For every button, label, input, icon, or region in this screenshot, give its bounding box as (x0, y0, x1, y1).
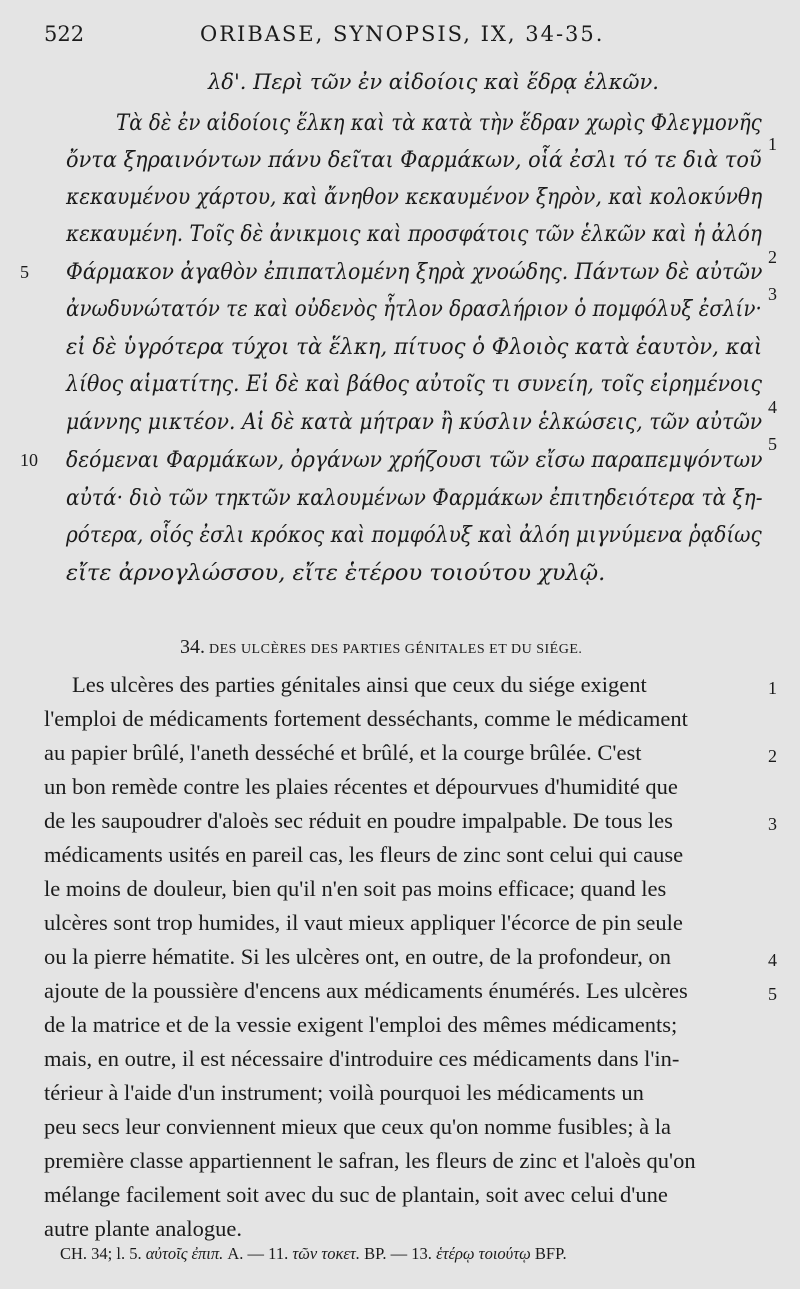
french-line: médicaments usités en pareil cas, les fleurs de zinc sont celui qui cause (44, 842, 684, 867)
french-line: ou la pierre hématite. Si les ulcères ont, en outre, de la profondeur, on (44, 944, 672, 969)
greek-line: αὐτά· διὸ τῶν τηκτῶν καλουμένων Φαρμάκων ἐπιτηδειότερα τὰ ξη- (66, 485, 763, 511)
greek-line: Τὰ δὲ ἐν αἰδοίοις ἕλκη καὶ τὰ κατὰ τὴν ἕδραν χωρὶς Φλεγμονῆς (116, 110, 762, 136)
french-line: autre plante analogue. (44, 1216, 243, 1241)
greek-right-note-number: 4 (768, 397, 777, 417)
greek-right-note-number: 1 (768, 134, 777, 154)
greek-line: μάννης μικτέον. Αἱ δὲ κατὰ μήτραν ἢ κύσλιν ἑλκώσεις, τῶν αὐτῶν (66, 409, 763, 435)
french-right-note-number: 1 (768, 678, 777, 698)
greek-line: ρότερα, οἷός ἐσλι κρόκος καὶ πομφόλυξ καὶ ἀλόη μιγνύμενα ῥᾳδίως (66, 522, 762, 548)
french-line: de la matrice et de la vessie exigent l'emploi des mêmes médicaments; (44, 1012, 678, 1037)
french-line: mélange facilement soit avec du suc de plantain, soit avec celui d'une (44, 1182, 668, 1207)
footnote-source: BP. — 13. (364, 1244, 432, 1263)
chapter-title-text: DES ULCÈRES DES PARTIES GÉNITALES ET DU SIÉGE. (209, 642, 583, 657)
greek-line: εἴτε ἀρνογλώσσου, εἴτε ἑτέρου τοιούτου χυλῷ. (66, 560, 606, 586)
page-header (0, 22, 800, 52)
greek-line: κεκαυμένη. Τοῖς δὲ ἀνικμοις καὶ προσφάτοις τῶν ἑλκῶν καὶ ἡ ἀλόη (66, 221, 762, 247)
footnote-reference: CH. 34; l. 5. (60, 1244, 142, 1263)
footnote-source: A. — 11. (227, 1244, 289, 1263)
french-right-note-number: 5 (768, 984, 777, 1004)
french-line: ajoute de la poussière d'encens aux médicaments énumérés. Les ulcères (44, 978, 688, 1003)
french-right-note-number: 2 (768, 746, 777, 766)
greek-chapter-title: λδ'. Περὶ τῶν ἐν αἰδοίοις καὶ ἕδρᾳ ἑλκῶν. (208, 70, 659, 94)
critical-apparatus-footnote (60, 1244, 567, 1264)
french-line: première classe appartiennent le safran, les fleurs de zinc et l'aloès qu'on (44, 1148, 696, 1173)
greek-line: εἰ δὲ ὑγρότερα τύχοι τὰ ἕλκη, πίτυος ὁ Φλοιὸς κατὰ ἑαυτὸν, καὶ (66, 334, 763, 360)
french-line: l'emploi de médicaments fortement desséchants, comme le médicament (44, 706, 688, 731)
french-line: ulcères sont trop humides, il vaut mieux appliquer l'écorce de pin seule (44, 910, 683, 935)
french-line: mais, en outre, il est nécessaire d'introduire ces médicaments dans l'in- (44, 1046, 680, 1071)
page-number: 522 (44, 22, 85, 46)
footnote-variant: τῶν τοκετ. (292, 1244, 360, 1263)
french-line: peu secs leur conviennent mieux que ceux qu'on nomme fusibles; à la (44, 1114, 672, 1139)
greek-left-line-number: 10 (20, 450, 38, 470)
french-line: térieur à l'aide d'un instrument; voilà pourquoi les médicaments un (44, 1080, 644, 1105)
footnote-source: BFP. (534, 1244, 567, 1263)
chapter-number: 34. (180, 636, 205, 658)
greek-right-note-number: 5 (768, 434, 777, 454)
french-right-note-number: 3 (768, 814, 777, 834)
greek-line: ὄντα ξηραινόντων πάνυ δεῖται Φαρμάκων, οἷά ἐσλι τό τε διὰ τοῦ (66, 147, 762, 173)
greek-right-note-number: 3 (768, 284, 777, 304)
running-title: ORIBASE, SYNOPSIS, IX, 34-35. (200, 22, 605, 46)
french-right-note-number: 4 (768, 950, 777, 970)
french-chapter-title (180, 636, 582, 659)
footnote-variant: αὐτοῖς ἐπιπ. (145, 1244, 224, 1263)
greek-line: ἀνωδυνώτατόν τε καὶ οὐδενὸς ἧτλον δρασλήριον ὁ πομφόλυξ ἐσλίν· (66, 296, 762, 322)
french-line: au papier brûlé, l'aneth desséché et brûlé, et la courge brûlée. C'est (44, 740, 642, 765)
french-line: Les ulcères des parties génitales ainsi que ceux du siége exigent (72, 672, 647, 697)
french-line: de les saupoudrer d'aloès sec réduit en poudre impalpable. De tous les (44, 808, 673, 833)
greek-left-line-number: 5 (20, 262, 29, 282)
french-line: un bon remède contre les plaies récentes et dépourvues d'humidité que (44, 774, 678, 799)
footnote-variant: ἑτέρῳ τοιούτῳ (436, 1244, 531, 1263)
greek-line: Φάρμακον ἀγαθὸν ἐπιπατλομένη ξηρὰ χνοώδης. Πάντων δὲ αὐτῶν (66, 259, 763, 285)
greek-right-note-number: 2 (768, 247, 777, 267)
french-line: le moins de douleur, bien qu'il n'en soit pas moins efficace; quand les (44, 876, 667, 901)
greek-line: κεκαυμένου χάρτου, καὶ ἄνηθον κεκαυμένον ξηρὸν, καὶ κολοκύνθη (66, 184, 763, 210)
greek-line: λίθος αἱματίτης. Εἰ δὲ καὶ βάθος αὐτοῖς τι συνείη, τοῖς εἰρημένοις (66, 371, 762, 397)
greek-line: δεόμεναι Φαρμάκων, ὀργάνων χρήζουσι τῶν εἴσω παραπεμψόντων (66, 447, 763, 473)
